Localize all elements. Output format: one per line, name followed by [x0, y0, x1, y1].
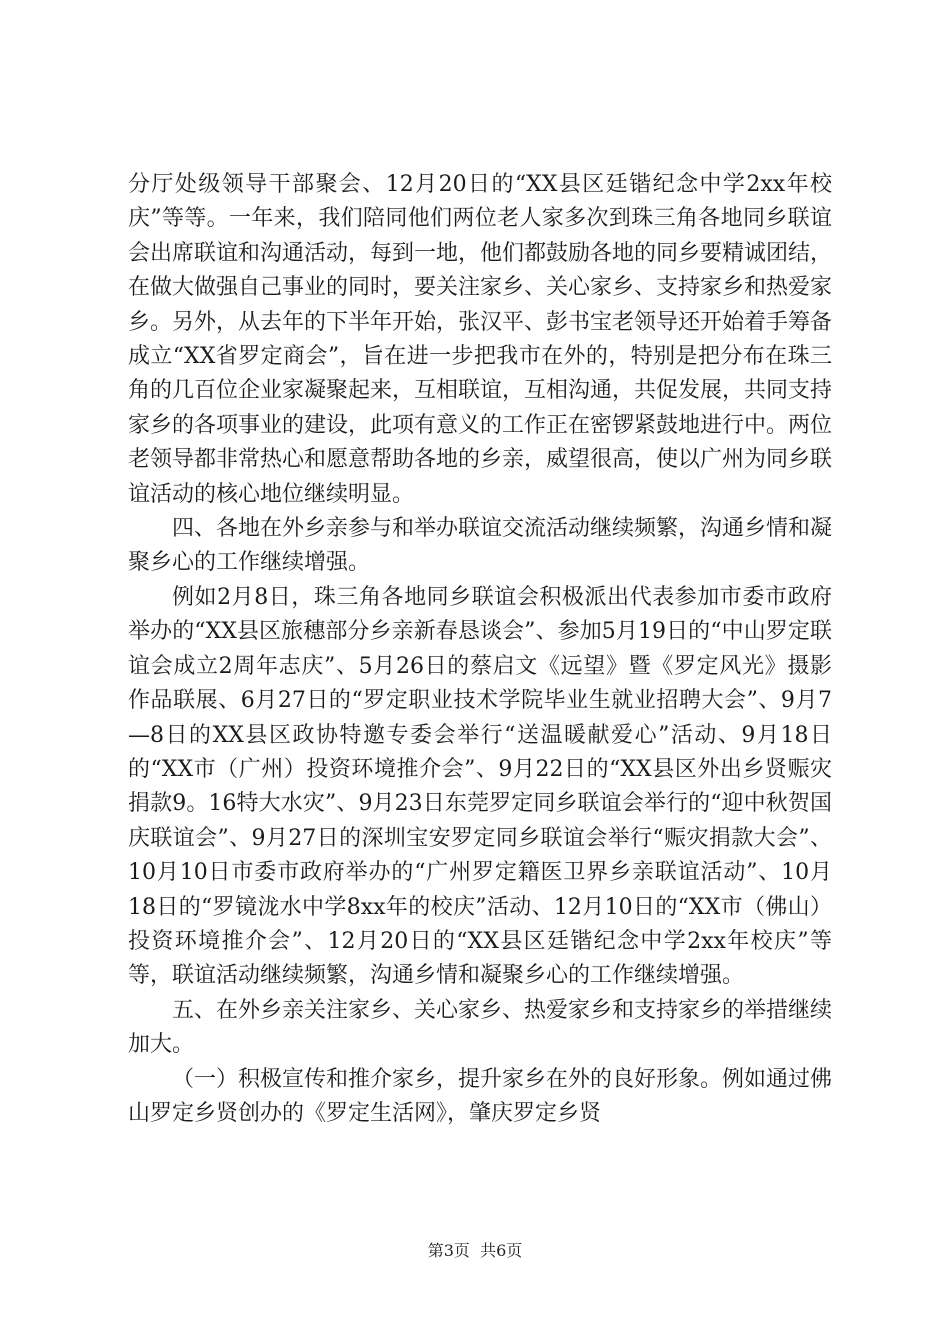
paragraph-continuation: 分厅处级领导干部聚会、12月20日的“XX县区廷锴纪念中学2xx年校庆”等等。一年来，我们陪同他们两位老人家多次到珠三角各地同乡联谊会出席联谊和沟通活动，每到一地，他们都鼓励各地的同乡要精诚团结，在做大做强自己事业的同时，要关注家乡、关心家乡、支持家乡和热爱家乡。另外，从去年的下半年开始，张汉平、彭书宝老领导还开始着手筹备成立“XX省罗定商会”，旨在进一步把我市在外的，特别是把分布在珠三角的几百位企业家凝聚起来，互相联谊，互相沟通，共促发展，共同支持家乡的各项事业的建设，此项有意义的工作正在密锣紧鼓地进行中。两位老领导都非常热心和愿意帮助各地的乡亲，威望很高，使以广州为同乡联谊活动的核心地位继续明显。 [128, 172, 833, 507]
page-total: 共6页 [480, 1241, 523, 1260]
page-footer [0, 1238, 950, 1261]
section-heading-five: 五、在外乡亲关注家乡、关心家乡、热爱家乡和支持家乡的举措继续加大。 [128, 997, 833, 1058]
paragraph-examples: 例如2月8日，珠三角各地同乡联谊会积极派出代表参加市委市政府举办的“XX县区旅穗部分乡亲新春恳谈会”、参加5月19日的“中山罗定联谊会成立2周年志庆”、5月26日的蔡启文《远望》暨《罗定风光》摄影作品联展、6月27日的“罗定职业技术学院毕业生就业招聘大会”、9月7—8日的XX县区政协特邀专委会举行“送温暖献爱心”活动、9月18日的“XX市（广州）投资环境推介会”、9月22日的“XX县区外出乡贤赈灾捐款9。16特大水灾”、9月23日东莞罗定同乡联谊会举行的“迎中秋贺国庆联谊会”、9月27日的深圳宝安罗定同乡联谊会举行“赈灾捐款大会”、10月10日市委市政府举办的“广州罗定籍医卫界乡亲联谊活动”、10月18日的“罗镜泷水中学8xx年的校庆”活动、12月10日的“XX市（佛山）投资环境推介会”、12月20日的“XX县区廷锴纪念中学2xx年校庆”等等，联谊活动继续频繁，沟通乡情和凝聚乡心的工作继续增强。 [128, 584, 832, 989]
subsection-one: （一）积极宣传和推介家乡，提升家乡在外的良好形象。例如通过佛山罗定乡贤创办的《罗定生活网》，肇庆罗定乡贤 [128, 1066, 833, 1126]
section-heading-four: 四、各地在外乡亲参与和举办联谊交流活动继续频繁，沟通乡情和凝聚乡心的工作继续增强。 [128, 516, 833, 576]
body-text [128, 168, 832, 1131]
page-number: 第3页 [427, 1241, 470, 1260]
